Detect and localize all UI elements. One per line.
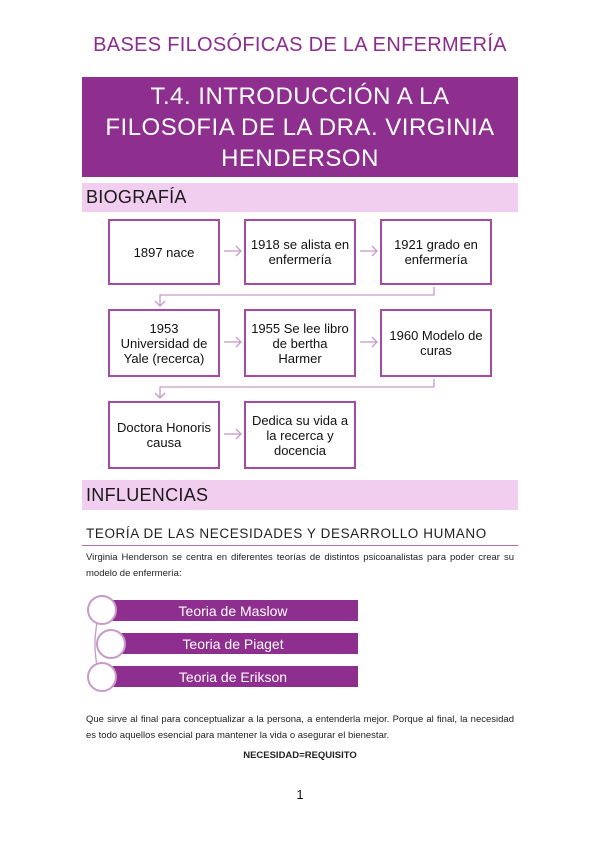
subheading-teoria: TEORÍA DE LAS NECESIDADES Y DESARROLLO HUMANO [86,526,487,541]
section-heading-influencias: INFLUENCIAS [82,480,518,510]
theory-bullet-circle [87,595,117,625]
document-header: BASES FILOSÓFICAS DE LA ENFERMERÍA [93,34,507,56]
intro-paragraph: Virginia Henderson se centra en diferentes teorías de distintos psicoanalistas para poder crear su modelo de enfermería: [86,552,514,579]
title-line-3: HENDERSON [221,144,379,172]
timeline-box-1953: 1953 Universidad de Yale (recerca) [108,309,220,377]
timeline-box-1897: 1897 nace [108,219,220,285]
timeline-box-1955: 1955 Se lee libro de bertha Harmer [244,309,356,377]
section-heading-biografia: BIOGRAFÍA [82,183,518,212]
page-number: 1 [296,787,304,802]
timeline-box-1921: 1921 grado en enfermería [380,219,492,285]
theory-bullet-circle [96,629,126,659]
theory-bullet-circle [87,662,117,692]
timeline-box-1960: 1960 Modelo de curas [380,309,492,377]
theory-bar-maslow: Teoria de Maslow [108,600,358,621]
timeline-box-doctora: Doctora Honoris causa [108,401,220,469]
title-line-1: T.4. INTRODUCCIÓN A LA [150,82,450,110]
conclusion-paragraph: Que sirve al final para conceptualizar a la persona, a entenderla mejor. Porque al final, la necesidad es todo aquellos esencial para mantener la vida o asegurar el bienestar. [86,714,514,741]
title-line-2: FILOSOFIA DE LA DRA. VIRGINIA [105,113,495,141]
timeline-box-1918: 1918 se alista en enfermería [244,219,356,285]
theory-bar-erikson: Teoria de Erikson [108,666,358,687]
theory-bar-piaget: Teoria de Piaget [108,633,358,654]
necesidad-definition: NECESIDAD=REQUISITO [243,750,357,761]
timeline-box-dedica: Dedica su vida a la recerca y docencia [244,401,356,469]
